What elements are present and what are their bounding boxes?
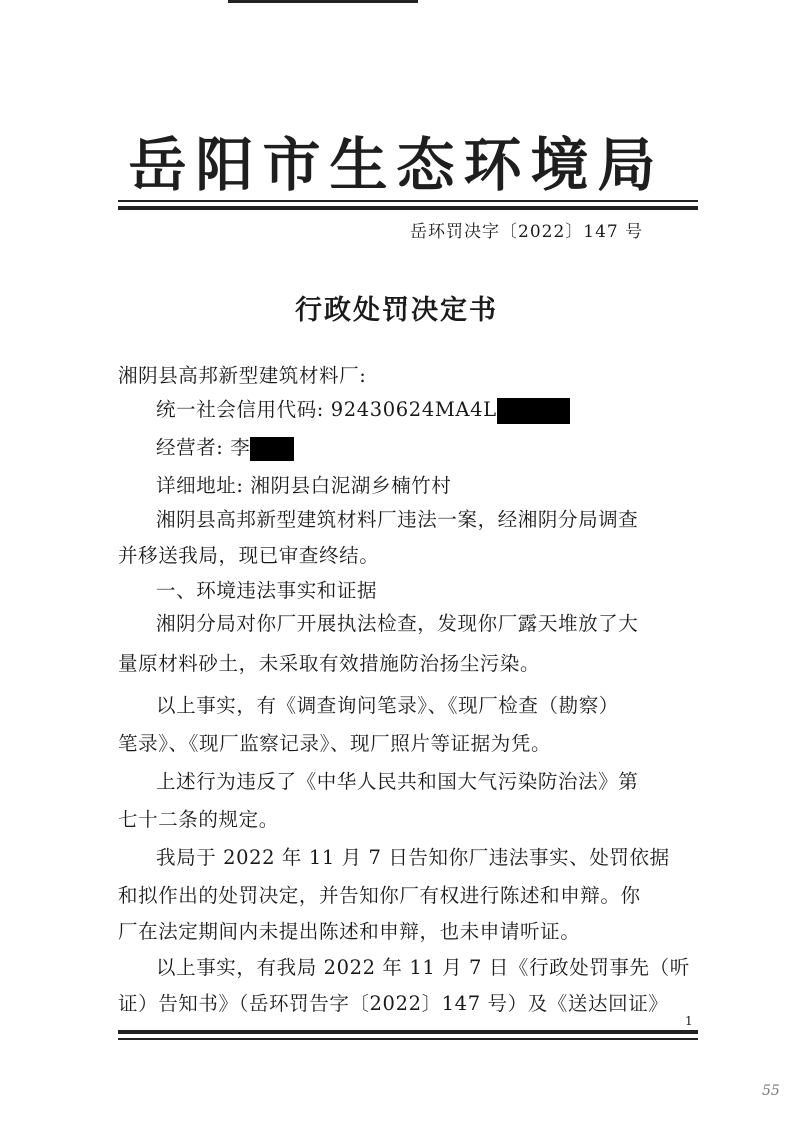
operator-line: [156, 432, 294, 461]
credit-code-text: 统一社会信用代码: 92430624MA4L: [156, 398, 497, 421]
party-name: 湘阴县高邦新型建筑材料厂:: [118, 364, 367, 387]
body-line: 我局于 2022 年 11 月 7 日告知你厂违法事实、处罚依据: [156, 846, 670, 869]
redaction-block: [250, 437, 294, 461]
body-line: 并移送我局，现已审查终结。: [118, 544, 380, 567]
body-line: 七十二条的规定。: [118, 808, 279, 831]
agency-header: 岳阳市生态环境局: [128, 131, 665, 199]
header-rule-thin: [118, 200, 698, 202]
page-number: 1: [685, 1014, 693, 1028]
body-line: 以上事实，有《调查询问笔录》、《现厂检查（勘察）: [156, 694, 619, 717]
document-title: 行政处罚决定书: [295, 295, 498, 326]
body-line: 湘阴分局对你厂开展执法检查，发现你厂露天堆放了大: [156, 612, 639, 635]
body-line: 和拟作出的处罚决定，并告知你厂有权进行陈述和申辩。你: [118, 884, 641, 907]
footer-rule-thick: [118, 1030, 698, 1034]
body-line: 证）告知书》（岳环罚告字〔2022〕147 号）及《送达回证》: [118, 992, 669, 1015]
document-number: 岳环罚决字〔2022〕147 号: [410, 222, 644, 242]
redaction-block: [497, 398, 570, 424]
credit-code-line: [156, 394, 570, 424]
body-line: 量原材料砂土，未采取有效措施防治扬尘污染。: [118, 652, 541, 675]
body-line: 湘阴县高邦新型建筑材料厂违法一案，经湘阴分局调查: [156, 508, 639, 531]
address-line: 详细地址: 湘阴县白泥湖乡楠竹村: [156, 474, 452, 497]
body-line: 厂在法定期间内未提出陈述和申辩，也未申请听证。: [118, 920, 581, 943]
body-line: 笔录》、《现厂监察记录》、现厂照片等证据为凭。: [118, 732, 552, 755]
body-line: 以上事实，有我局 2022 年 11 月 7 日《行政处罚事先（听: [156, 956, 690, 979]
operator-text: 经营者: 李: [156, 436, 251, 459]
section-heading: 一、环境违法事实和证据: [156, 579, 378, 602]
top-edge-rule: [228, 0, 418, 3]
handwritten-page-mark: 55: [762, 1083, 780, 1099]
body-line: 上述行为违反了《中华人民共和国大气污染防治法》第: [156, 770, 639, 793]
header-rule-thick: [118, 206, 698, 210]
footer-rule-thin: [118, 1038, 698, 1040]
